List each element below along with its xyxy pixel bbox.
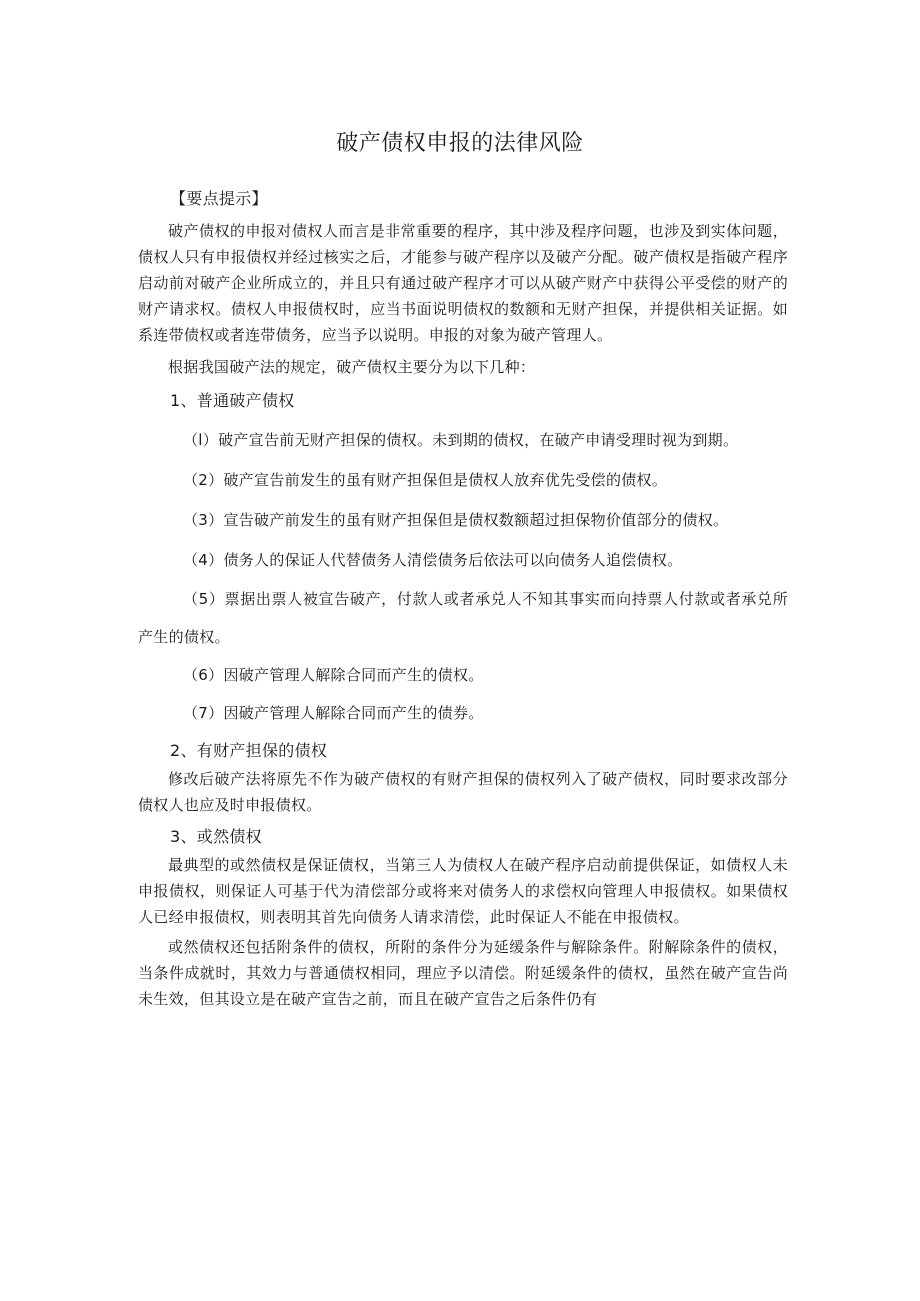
document-title: 破产债权申报的法律风险 [336,131,584,156]
section-heading-general-claims: 1、普通破产债权 [170,391,295,410]
list-item-5: （5）票据出票人被宣告破产，付款人或者承兑人不知其事实而向持票人付款或者承兑所产生的债权。 [138,590,788,646]
list-item-4: （4）债务人的保证人代替债务人清偿债务后依法可以向债务人追偿债权。 [183,551,683,569]
contingent-claims-paragraph-1: 最典型的或然债权是保证债权，当第三人为债权人在破产程序启动前提供保证，如债权人未申报债权，则保证人可基于代为清偿部分或将来对债务人的求偿权向管理人申报债权。如果债权人已经申报债权，则表明其首先向债务人请求清偿，此时保证人不能在申报债权。 [138,856,788,926]
document-body [138,184,788,1012]
list-item-2: （2）破产宣告前发生的虽有财产担保但是债权人放弃优先受偿的债权。 [183,471,668,489]
secured-claims-paragraph: 修改后破产法将原先不作为破产债权的有财产担保的债权列入了破产债权，同时要求改部分债权人也应及时申报债权。 [138,770,788,814]
section-label: 【要点提示】 [170,189,268,208]
section-heading-contingent-claims: 3、或然债权 [170,827,262,846]
contingent-claims-paragraph-2: 或然债权还包括附条件的债权，所附的条件分为延缓条件与解除条件。附解除条件的债权，当条件成就时，其效力与普通债权相同，理应予以清偿。附延缓条件的债权，虽然在破产宣告尚未生效，但其设立是在破产宣告之前，而且在破产宣告之后条件仍有 [138,938,788,1008]
list-item-1: （l）破产宣告前无财产担保的债权。未到期的债权，在破产申请受理时视为到期。 [183,431,739,449]
section-heading-secured-claims: 2、有财产担保的债权 [170,741,328,760]
list-item-3: （3）宣告破产前发生的虽有财产担保但是债权数额超过担保物价值部分的债权。 [183,511,729,529]
intro-paragraph: 破产债权的申报对债权人而言是非常重要的程序，其中涉及程序问题，也涉及到实体问题，债权人只有申报债权并经过核实之后，才能参与破产程序以及破产分配。破产债权是指破产程序启动前对破产企业所成立的，并且只有通过破产程序才可以从破产财产中获得公平受偿的财产的财产请求权。债权人申报债权时，应当书面说明债权的数额和无财产担保，并提供相关证据。如系连带债权或者连带债务，应当予以说明。申报的对象为破产管理人。 [138,222,788,344]
classification-intro: 根据我国破产法的规定，破产债权主要分为以下几种： [168,358,536,376]
list-item-7: （7）因破产管理人解除合同而产生的债券。 [183,704,484,722]
list-item-6: （6）因破产管理人解除合同而产生的债权。 [183,666,484,684]
